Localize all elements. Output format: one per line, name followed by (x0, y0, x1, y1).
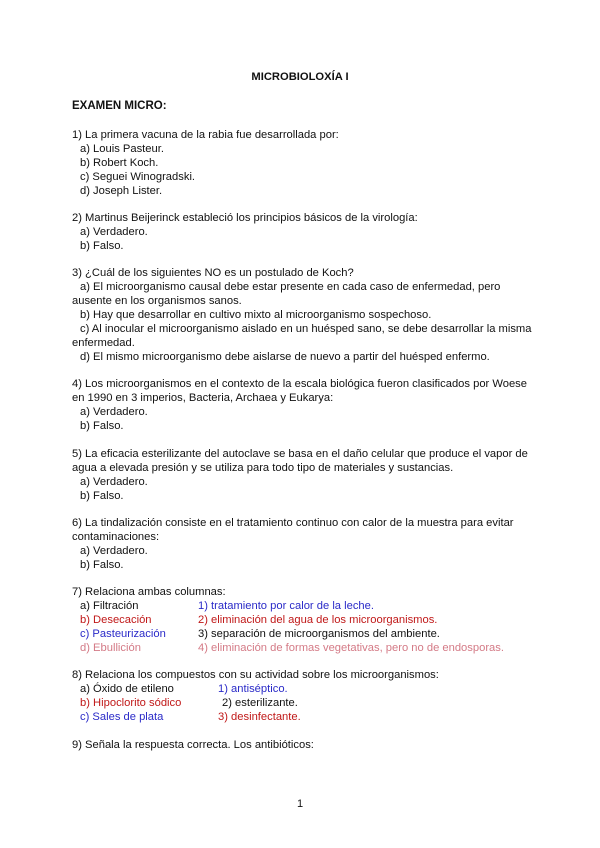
match-row (72, 696, 532, 710)
question-stem: 9) Señala la respuesta correcta. Los antibióticos: (72, 739, 314, 751)
match-left: c) Pasteurización (80, 628, 166, 640)
option: c) Seguei Winogradski. (80, 171, 196, 183)
question-stem: 3) ¿Cuál de los siguientes NO es un postulado de Koch? (72, 267, 354, 279)
question-stem: 2) Martinus Beijerinck estableció los principios básicos de la virología: (72, 212, 418, 224)
option: d) Joseph Lister. (80, 185, 163, 197)
exam-heading: EXAMEN MICRO: (72, 100, 167, 112)
option: b) Hay que desarrollar en cultivo mixto al microorganismo sospechoso. (80, 309, 432, 321)
match-row (72, 641, 532, 655)
option: b) Falso. (80, 420, 124, 432)
match-right: 1) antiséptico. (218, 683, 288, 695)
match-right: 4) eliminación de formas vegetativas, pero no de endosporas. (198, 642, 504, 654)
match-row (72, 682, 532, 696)
question-8 (72, 668, 532, 724)
match-right: 2) esterilizante. (222, 697, 298, 709)
question-stem: 7) Relaciona ambas columnas: (72, 586, 226, 598)
option: a) El microorganismo causal debe estar presente en cada caso de enfermedad, pero ausente en los organismos sanos. (72, 281, 501, 307)
match-left: a) Filtración (80, 600, 139, 612)
option: d) El mismo microorganismo debe aislarse de nuevo a partir del huésped enfermo. (80, 351, 490, 363)
question-3 (72, 266, 532, 364)
match-row (72, 599, 532, 613)
option: c) Al inocular el microorganismo aislado en un huésped sano, se debe desarrollar la misma enfermedad. (72, 323, 532, 349)
question-stem: 1) La primera vacuna de la rabia fue desarrollada por: (72, 129, 339, 141)
page-number: 1 (296, 798, 304, 810)
question-2 (72, 211, 532, 253)
question-stem: 6) La tindalización consiste en el tratamiento continuo con calor de la muestra para evitar contaminaciones: (72, 517, 514, 543)
question-stem: 4) Los microorganismos en el contexto de la escala biológica fueron clasificados por Woese en 1990 en 3 imperios, Bacteria, Archaea y Eukarya: (72, 378, 527, 404)
option: b) Robert Koch. (80, 157, 159, 169)
match-row (72, 627, 532, 641)
option: a) Verdadero. (80, 545, 148, 557)
match-left: c) Sales de plata (80, 711, 164, 723)
match-row (72, 613, 532, 627)
option: b) Falso. (80, 559, 124, 571)
match-right: 2) eliminación del agua de los microorganismos. (198, 614, 438, 626)
question-7 (72, 585, 532, 655)
question-4 (72, 377, 532, 433)
match-left: b) Hipoclorito sódico (80, 697, 182, 709)
match-right: 3) separación de microorganismos del ambiente. (198, 628, 440, 640)
option: a) Verdadero. (80, 476, 148, 488)
option: b) Falso. (80, 240, 124, 252)
match-left: d) Ebullición (80, 642, 141, 654)
question-9 (72, 738, 532, 752)
option: b) Falso. (80, 490, 124, 502)
question-stem: 5) La eficacia esterilizante del autoclave se basa en el daño celular que produce el vapor de agua a elevada presión y se utiliza para todo tipo de materiales y sustancias. (72, 448, 528, 474)
option: a) Louis Pasteur. (80, 143, 164, 155)
match-left: b) Desecación (80, 614, 152, 626)
question-5 (72, 447, 532, 503)
match-right: 3) desinfectante. (218, 711, 301, 723)
option: a) Verdadero. (80, 406, 148, 418)
question-stem: 8) Relaciona los compuestos con su actividad sobre los microorganismos: (72, 669, 439, 681)
question-1 (72, 128, 532, 198)
match-right: 1) tratamiento por calor de la leche. (198, 600, 374, 612)
question-6 (72, 516, 532, 572)
document-title: MICROBIOLOXÍA I (251, 71, 349, 83)
match-left: a) Óxido de etileno (80, 683, 174, 695)
option: a) Verdadero. (80, 226, 148, 238)
match-row (72, 710, 532, 724)
